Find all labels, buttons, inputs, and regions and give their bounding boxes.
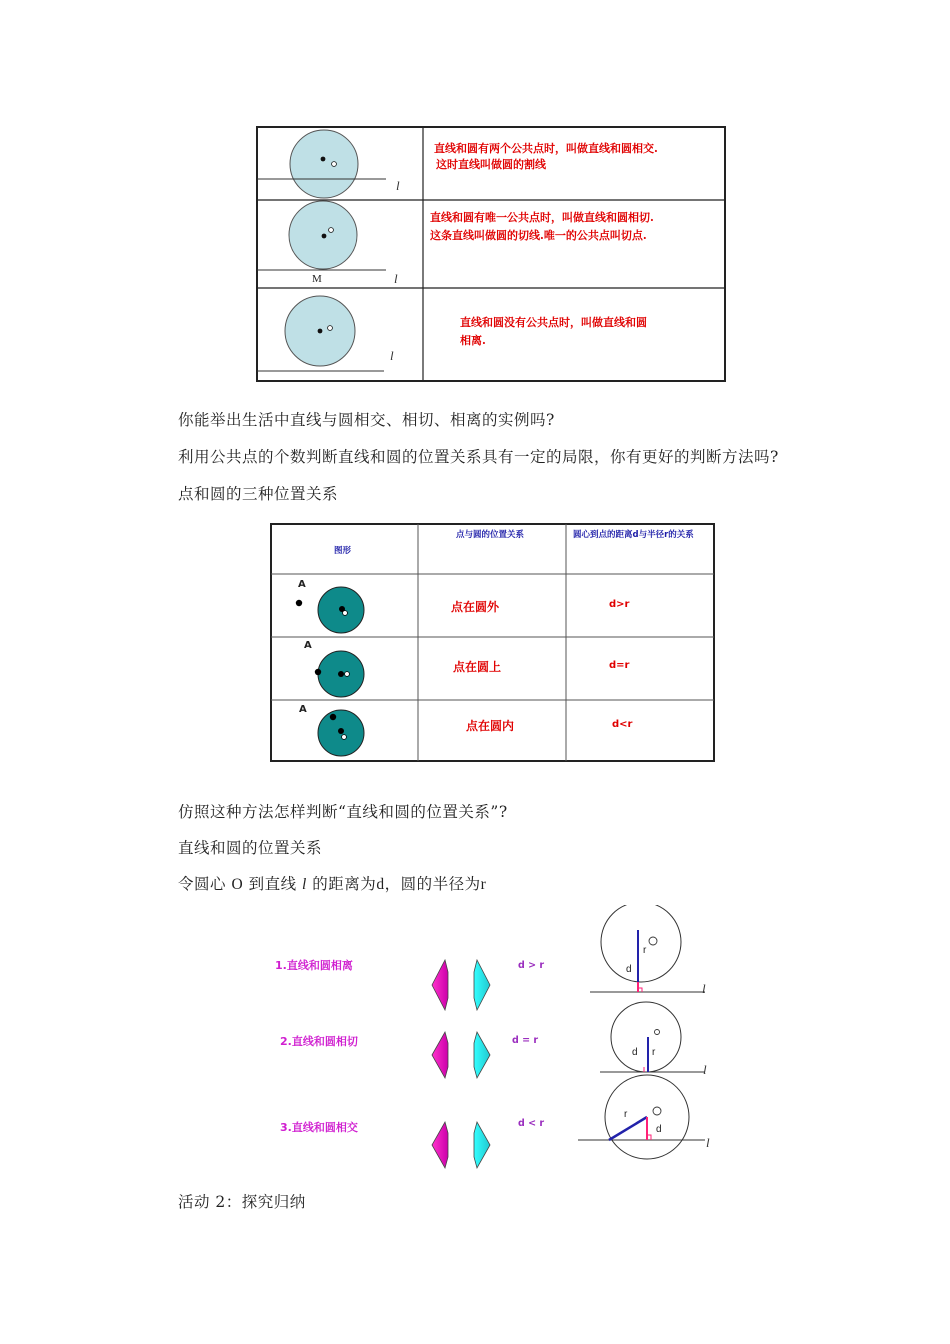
activity-heading: 活动 2：探究归纳 [178, 1193, 306, 1211]
relation-on: 点在圆上 [453, 660, 502, 674]
question-paragraph: 你能举出生活中直线与圆相交、相切、相离的实例吗? [178, 411, 555, 429]
line-circle-table [256, 126, 726, 382]
distance-radius-figure [260, 905, 730, 1175]
def-text: 到直线 [248, 875, 297, 893]
label-l: l [706, 1135, 710, 1150]
point-a [315, 669, 321, 675]
desc-line: 直线和圆没有公共点时，叫做直线和圆 [460, 316, 647, 329]
definition-paragraph [178, 872, 486, 894]
header-figure: 图形 [334, 546, 352, 556]
double-arrow-icon [432, 1122, 490, 1168]
case-title: 2.直线和圆相切 [280, 1035, 358, 1048]
case-title: 3.直线和圆相交 [280, 1121, 358, 1134]
center-ring [328, 326, 333, 331]
desc-line: 直线和圆有唯一公共点时，叫做直线和圆相切. [430, 211, 654, 224]
center-ring [653, 1107, 661, 1115]
center-dot [322, 234, 327, 239]
header-relation: 点与圆的位置关系 [456, 530, 525, 540]
desc-line: 这条直线叫做圆的切线.唯一的公共点叫切点. [430, 229, 647, 242]
def-text: 的距离为 [312, 875, 377, 893]
separate-description [460, 314, 647, 350]
tangent-point-label: M [312, 273, 322, 285]
separate-circle [601, 905, 681, 982]
desc-line: 直线和圆有两个公共点时，叫做直线和圆相交. [434, 142, 658, 155]
formula-on: d=r [609, 660, 630, 671]
line-label: l [390, 348, 394, 363]
center-dot [338, 728, 344, 734]
formula-outside: d>r [609, 599, 630, 610]
def-r-symbol: r [480, 876, 487, 893]
center-ring [345, 672, 350, 677]
line-label: l [396, 178, 400, 193]
question-paragraph: 利用公共点的个数判断直线和圆的位置关系具有一定的局限，你有更好的判断方法吗? [178, 448, 779, 466]
center-dot [321, 157, 326, 162]
point-a [330, 714, 336, 720]
point-label: A [304, 640, 312, 651]
line-label: l [394, 271, 398, 286]
label-l: l [702, 981, 706, 996]
question-paragraph: 仿照这种方法怎样判断“直线和圆的位置关系”? [178, 803, 508, 821]
center-ring [342, 735, 347, 740]
label-l: l [703, 1062, 707, 1077]
label-r: r [652, 1047, 656, 1058]
label-r: r [624, 1109, 628, 1120]
header-distance: 圆心到点的距离d与半径r的关系 [573, 530, 694, 540]
case-title: 1.直线和圆相离 [275, 959, 353, 972]
desc-line: 相离. [460, 334, 486, 347]
case-formula: d > r [518, 960, 545, 971]
section-heading: 直线和圆的位置关系 [178, 839, 323, 857]
center-ring [655, 1030, 660, 1035]
relation-inside: 点在圆内 [466, 719, 515, 733]
point-label: A [298, 579, 306, 590]
def-text: 令圆心 [178, 875, 227, 893]
secant-circle [290, 130, 358, 198]
center-dot [318, 329, 323, 334]
double-arrow-icon [432, 1032, 490, 1078]
point-circle-table [270, 523, 715, 763]
case-formula: d = r [512, 1035, 539, 1046]
center-ring [329, 228, 334, 233]
tangent-description [430, 209, 654, 245]
def-d-symbol: d [376, 876, 385, 893]
relation-outside: 点在圆外 [451, 600, 500, 614]
tangent-circle [611, 1002, 681, 1072]
def-center-symbol: O [231, 876, 244, 893]
formula-inside: d<r [612, 719, 633, 730]
section-heading: 点和圆的三种位置关系 [178, 485, 339, 503]
case-formula: d < r [518, 1118, 545, 1129]
def-text: ，圆的半径为 [384, 875, 481, 893]
secant-description [434, 141, 658, 173]
center-ring [649, 937, 657, 945]
desc-line: 这时直线叫做圆的割线 [436, 158, 546, 171]
def-line-symbol: l [302, 876, 307, 893]
label-r: r [643, 945, 647, 956]
double-arrow-icon [432, 960, 490, 1010]
center-dot [338, 671, 344, 677]
label-d: d [626, 964, 632, 975]
label-d: d [632, 1047, 638, 1058]
point-a [296, 600, 302, 606]
center-ring [332, 162, 337, 167]
label-d: d [656, 1124, 662, 1135]
center-ring [343, 611, 348, 616]
point-label: A [299, 704, 307, 715]
